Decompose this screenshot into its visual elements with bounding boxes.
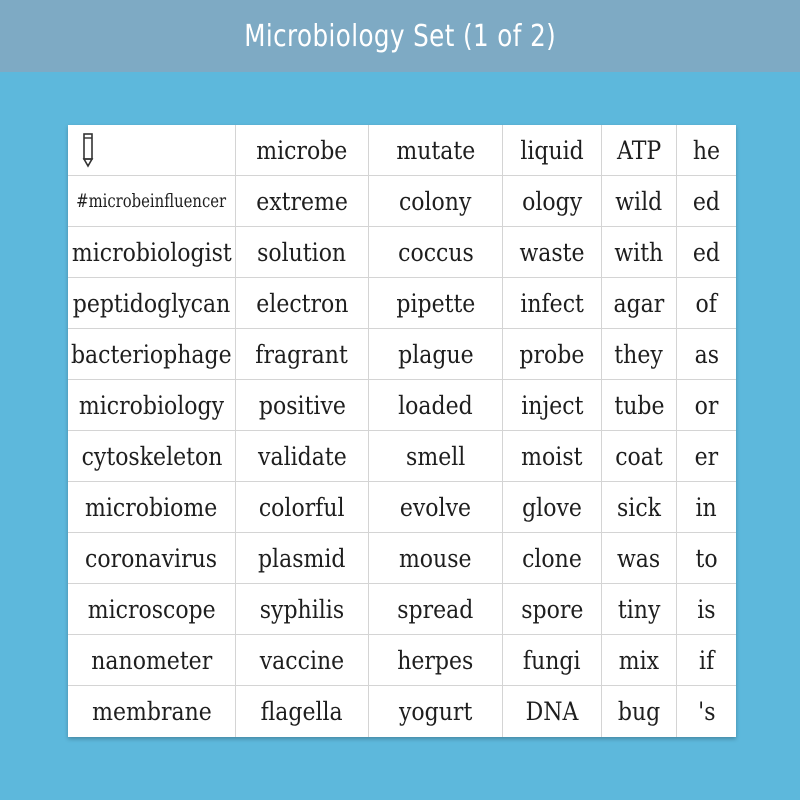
word-tile-label: flagella bbox=[260, 697, 344, 726]
word-tile-label: syphilis bbox=[259, 594, 345, 624]
word-tile[interactable] bbox=[503, 380, 602, 431]
word-tile-label: mutate bbox=[396, 135, 475, 165]
word-tile[interactable] bbox=[369, 584, 503, 635]
word-tile[interactable] bbox=[68, 380, 236, 431]
word-tile[interactable] bbox=[503, 686, 602, 737]
word-tile-label: ed bbox=[692, 186, 721, 216]
word-tile[interactable] bbox=[677, 227, 736, 278]
word-tile-label: fragrant bbox=[255, 339, 349, 369]
word-tile-label: spore bbox=[520, 594, 584, 624]
word-tile-label: sick bbox=[616, 492, 661, 522]
word-tile[interactable] bbox=[236, 635, 369, 686]
word-tile-label: liquid bbox=[520, 135, 584, 165]
word-tile-label: tiny bbox=[617, 594, 661, 624]
word-tile[interactable] bbox=[503, 482, 602, 533]
word-tile-label: extreme bbox=[256, 186, 348, 216]
word-tile-label: clone bbox=[522, 543, 582, 573]
word-tile[interactable] bbox=[602, 431, 677, 482]
word-tile[interactable] bbox=[602, 125, 677, 176]
word-tile-label: plague bbox=[397, 339, 474, 369]
word-tile[interactable] bbox=[369, 482, 503, 533]
word-tile[interactable] bbox=[369, 686, 503, 737]
word-tile-label: to bbox=[695, 543, 718, 573]
word-tile[interactable] bbox=[68, 482, 236, 533]
word-tile[interactable] bbox=[602, 482, 677, 533]
word-tile[interactable] bbox=[236, 176, 369, 227]
word-tile[interactable] bbox=[503, 125, 602, 176]
word-tile[interactable] bbox=[68, 686, 236, 737]
word-tile-label: positive bbox=[258, 390, 346, 420]
word-tile[interactable] bbox=[68, 431, 236, 482]
word-tile[interactable] bbox=[68, 278, 236, 329]
word-tile-label: wild bbox=[615, 186, 663, 216]
word-tile[interactable] bbox=[369, 125, 503, 176]
word-tile-label: peptidoglycan bbox=[72, 288, 231, 318]
word-tile-label: pipette bbox=[396, 288, 475, 318]
word-tile[interactable] bbox=[503, 278, 602, 329]
word-tile[interactable] bbox=[236, 431, 369, 482]
word-tile-label: as bbox=[694, 339, 719, 369]
word-tile-label: microbiome bbox=[85, 492, 218, 522]
word-tile-label: microbiology bbox=[78, 390, 225, 420]
word-tile[interactable] bbox=[68, 635, 236, 686]
word-tile[interactable] bbox=[677, 482, 736, 533]
word-tile-label: they bbox=[614, 339, 664, 369]
word-tile[interactable] bbox=[677, 686, 736, 737]
word-tile[interactable] bbox=[503, 635, 602, 686]
word-tile[interactable] bbox=[68, 176, 236, 227]
word-tile-label: mouse bbox=[399, 543, 472, 573]
word-tile[interactable] bbox=[236, 482, 369, 533]
word-tile-label: he bbox=[692, 135, 721, 165]
word-tile[interactable] bbox=[677, 380, 736, 431]
pencil-icon bbox=[76, 131, 100, 169]
word-tile[interactable] bbox=[236, 533, 369, 584]
word-tile-label: ed bbox=[692, 237, 721, 267]
word-tile[interactable] bbox=[236, 227, 369, 278]
word-tile[interactable] bbox=[602, 635, 677, 686]
word-tile[interactable] bbox=[602, 227, 677, 278]
word-tile[interactable] bbox=[677, 329, 736, 380]
word-tile[interactable] bbox=[68, 227, 236, 278]
word-tile-label: plasmid bbox=[258, 543, 346, 573]
word-tile[interactable] bbox=[369, 635, 503, 686]
word-tile-label: inject bbox=[520, 390, 584, 420]
word-tile-label: was bbox=[617, 543, 661, 573]
word-tile-label: DNA bbox=[525, 697, 579, 726]
word-tile[interactable] bbox=[677, 431, 736, 482]
word-tile[interactable] bbox=[369, 380, 503, 431]
word-tile-label: cytoskeleton bbox=[81, 441, 222, 471]
word-tile[interactable] bbox=[503, 227, 602, 278]
word-tile[interactable] bbox=[677, 125, 736, 176]
word-tile-label: spread bbox=[397, 594, 474, 624]
word-tile[interactable] bbox=[677, 584, 736, 635]
word-tile-label: or bbox=[694, 390, 719, 420]
word-tile-label: coccus bbox=[397, 237, 474, 267]
word-tile-label: yogurt bbox=[398, 697, 473, 726]
word-tile[interactable] bbox=[236, 125, 369, 176]
word-tile-label: waste bbox=[519, 237, 585, 267]
word-tile[interactable] bbox=[236, 278, 369, 329]
word-tile-label: nanometer bbox=[91, 645, 212, 675]
word-tile[interactable] bbox=[369, 227, 503, 278]
word-tile[interactable] bbox=[68, 584, 236, 635]
word-tile-label: smell bbox=[405, 441, 466, 471]
word-tile-label: #microbeinfluencer bbox=[76, 190, 227, 212]
word-tile[interactable] bbox=[369, 329, 503, 380]
word-tile[interactable] bbox=[68, 533, 236, 584]
word-tile[interactable] bbox=[68, 329, 236, 380]
word-tile-label: tube bbox=[613, 390, 665, 420]
word-tile[interactable] bbox=[602, 686, 677, 737]
word-tile[interactable] bbox=[602, 584, 677, 635]
word-tile-label: mix bbox=[618, 645, 660, 675]
word-tile-label: is bbox=[697, 594, 716, 624]
word-tile[interactable] bbox=[677, 176, 736, 227]
word-tile[interactable] bbox=[236, 329, 369, 380]
word-tile-label: microbe bbox=[256, 135, 348, 165]
word-tile-label: membrane bbox=[91, 697, 212, 726]
word-tile-label: evolve bbox=[399, 492, 472, 522]
word-tile[interactable] bbox=[369, 533, 503, 584]
word-tile-label: in bbox=[695, 492, 718, 522]
page-title: Microbiology Set (1 of 2) bbox=[244, 18, 556, 54]
word-tile-label: coronavirus bbox=[85, 543, 218, 573]
word-tile-grid bbox=[68, 125, 736, 737]
word-tile-label: microbiologist bbox=[71, 237, 232, 267]
word-tile-label: glove bbox=[522, 492, 582, 522]
word-tile[interactable] bbox=[677, 278, 736, 329]
word-tile[interactable] bbox=[369, 176, 503, 227]
word-tile[interactable] bbox=[236, 380, 369, 431]
magnet-sheet bbox=[68, 125, 736, 737]
word-tile[interactable] bbox=[503, 431, 602, 482]
word-tile[interactable] bbox=[503, 176, 602, 227]
word-tile-label: colony bbox=[399, 186, 472, 216]
word-tile-label: 's bbox=[697, 697, 716, 726]
word-tile[interactable] bbox=[369, 431, 503, 482]
word-tile-label: vaccine bbox=[259, 645, 345, 675]
word-tile-pencil[interactable] bbox=[68, 125, 236, 176]
word-tile-label: if bbox=[698, 645, 715, 675]
title-bar bbox=[0, 0, 800, 72]
word-tile[interactable] bbox=[236, 584, 369, 635]
word-tile[interactable] bbox=[602, 380, 677, 431]
word-tile-label: solution bbox=[257, 237, 347, 267]
word-tile[interactable] bbox=[503, 329, 602, 380]
word-tile-label: fungi bbox=[523, 645, 581, 675]
word-tile[interactable] bbox=[602, 329, 677, 380]
word-tile-label: validate bbox=[257, 441, 347, 471]
word-tile-label: herpes bbox=[397, 645, 474, 675]
word-tile-label: with bbox=[614, 237, 664, 267]
word-tile-label: probe bbox=[519, 339, 585, 369]
word-tile-label: coat bbox=[615, 441, 663, 471]
word-tile-label: electron bbox=[255, 288, 349, 318]
word-tile-label: er bbox=[694, 441, 719, 471]
word-tile-label: of bbox=[695, 288, 718, 318]
word-tile-label: bacteriophage bbox=[71, 339, 232, 369]
word-tile-label: bug bbox=[617, 697, 661, 726]
word-tile[interactable] bbox=[503, 533, 602, 584]
word-tile[interactable] bbox=[503, 584, 602, 635]
word-tile[interactable] bbox=[602, 176, 677, 227]
word-tile-label: loaded bbox=[398, 390, 473, 420]
word-tile-label: moist bbox=[521, 441, 583, 471]
word-tile-label: ATP bbox=[616, 135, 662, 165]
word-tile[interactable] bbox=[369, 278, 503, 329]
word-tile-label: colorful bbox=[259, 492, 345, 522]
word-tile[interactable] bbox=[677, 533, 736, 584]
word-tile[interactable] bbox=[236, 686, 369, 737]
word-tile[interactable] bbox=[677, 635, 736, 686]
word-tile-label: agar bbox=[613, 288, 665, 318]
word-tile-label: ology bbox=[521, 186, 583, 216]
word-tile-label: microscope bbox=[87, 594, 216, 624]
word-tile-label: infect bbox=[520, 288, 584, 318]
word-tile[interactable] bbox=[602, 533, 677, 584]
word-tile[interactable] bbox=[602, 278, 677, 329]
